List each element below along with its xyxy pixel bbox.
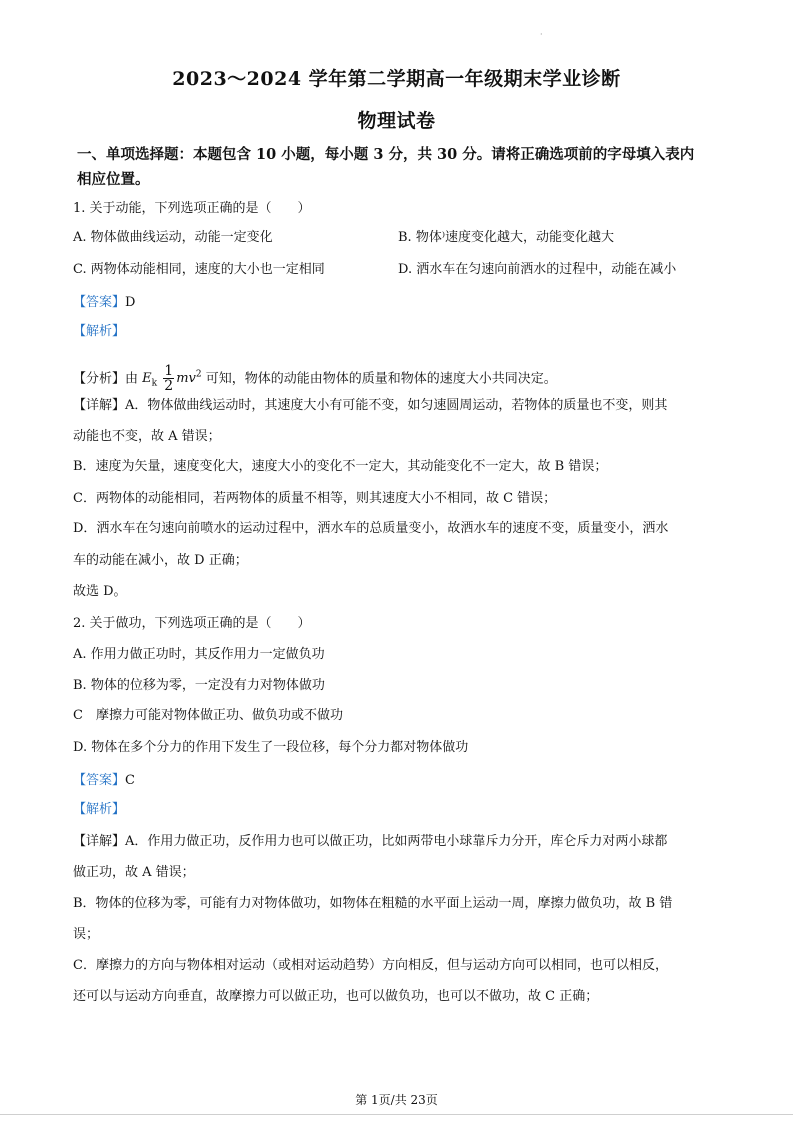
detail-text: A．作用力做正功，反作用力也可以做正功，比如两带电小球靠斥力分开，库仑斥力对两小球都 <box>125 834 668 849</box>
section-heading-line1: 一、单项选择题：本题包含 10 小题，每小题 3 分，共 30 分。请将正确选项前的字母填入表内 <box>77 146 695 163</box>
top-mark: · <box>540 30 543 39</box>
answer-tag: 【答案】 <box>73 295 126 310</box>
q2-detail-1 <box>73 833 667 851</box>
q1-stem: 1. 关于动能，下列选项正确的是（ ） <box>73 201 311 216</box>
q2-detail-6: 还可以与运动方向垂直，故摩擦力可以做正功，也可以做负功，也可以不做功，故 C 正确； <box>73 989 599 1004</box>
detail-tag: 【详解】 <box>73 834 126 849</box>
bottom-divider <box>0 1114 793 1115</box>
formula-fraction <box>163 364 174 393</box>
q2-stem: 2. 关于做功，下列选项正确的是（ ） <box>73 616 311 631</box>
detail-text: A．物体做曲线运动时，其速度大小有可能不变，如匀速圆周运动，若物体的质量也不变，则其 <box>125 398 668 413</box>
q2-option-c: C 摩擦力可能对物体做正功、做负功或不做功 <box>73 708 343 723</box>
q1-detail-6: 车的动能在减小，故 D 正确； <box>73 553 248 568</box>
fenxi-post: 可知，物体的动能由物体的质量和物体的速度大小共同决定。 <box>205 371 557 387</box>
q1-detail-1 <box>73 397 667 415</box>
formula-rhs: mv <box>176 371 196 387</box>
q1-detail-5: D．洒水车在匀速向前喷水的运动过程中，洒水车的总质量变小，故洒水车的速度不变，质量变小，洒水 <box>73 521 669 536</box>
formula-sup: 2 <box>195 370 202 380</box>
q1-conclusion: 故选 D。 <box>73 584 127 599</box>
q1-detail-4: C．两物体的动能相同，若两物体的质量不相等，则其速度大小不相同，故 C 错误； <box>73 491 557 506</box>
formula-sub: k <box>151 378 158 389</box>
answer-tag: 【答案】 <box>73 773 126 788</box>
q2-analysis-tag: 【解析】 <box>73 802 126 817</box>
q1-option-d: D. 洒水车在匀速向前洒水的过程中，动能在减小 <box>398 262 677 277</box>
q2-detail-3: B．物体的位移为零，可能有力对物体做功，如物体在粗糙的水平面上运动一周，摩擦力做负功，故 B 错 <box>73 896 673 911</box>
exam-subtitle: 物理试卷 <box>357 110 436 132</box>
q2-detail-4: 误； <box>73 927 100 942</box>
q1-answer-line <box>73 294 135 312</box>
q1-option-a: A. 物体做曲线运动，动能一定变化 <box>73 230 273 245</box>
q2-option-a: A. 作用力做正功时，其反作用力一定做负功 <box>73 647 325 662</box>
q1-answer: D <box>125 295 136 310</box>
q2-answer: C <box>125 773 135 788</box>
q1-analysis-tag: 【解析】 <box>73 324 126 339</box>
q2-answer-line <box>73 772 135 790</box>
formula-num: 1 <box>164 363 174 380</box>
q1-fenxi-line <box>73 358 557 401</box>
q2-option-d: D. 物体在多个分力的作用下发生了一段位移，每个分力都对物体做功 <box>73 740 469 755</box>
q2-detail-2: 做正功，故 A 错误； <box>73 865 195 880</box>
q1-option-c: C. 两物体动能相同，速度的大小也一定相同 <box>73 262 325 277</box>
q2-option-b: B. 物体的位移为零，一定没有力对物体做功 <box>73 678 325 693</box>
formula-den: 2 <box>164 378 174 395</box>
formula-lhs: E <box>142 371 152 387</box>
q2-detail-5: C．摩擦力的方向与物体相对运动（或相对运动趋势）方向相反，但与运动方向可以相同，也可以相反， <box>73 958 668 973</box>
energy-formula <box>142 363 206 395</box>
q1-option-b: B. 物体⁾速度变化越大，动能变化越大 <box>398 230 615 245</box>
fenxi-pre: 由 <box>125 371 139 387</box>
q1-detail-3: B．速度为矢量，速度变化大，速度大小的变化不一定大，其动能变化不一定大，故 B 错误； <box>73 459 608 474</box>
page-footer: 第 1页/共 23页 <box>355 1093 438 1107</box>
q1-detail-2: 动能也不变，故 A 错误； <box>73 429 221 444</box>
section-heading-line2: 相应位置。 <box>77 171 150 188</box>
fenxi-tag: 【分析】 <box>73 371 126 387</box>
detail-tag: 【详解】 <box>73 398 126 413</box>
exam-title: 2023～2024 学年第二学期高一年级期末学业诊断 <box>172 68 621 90</box>
